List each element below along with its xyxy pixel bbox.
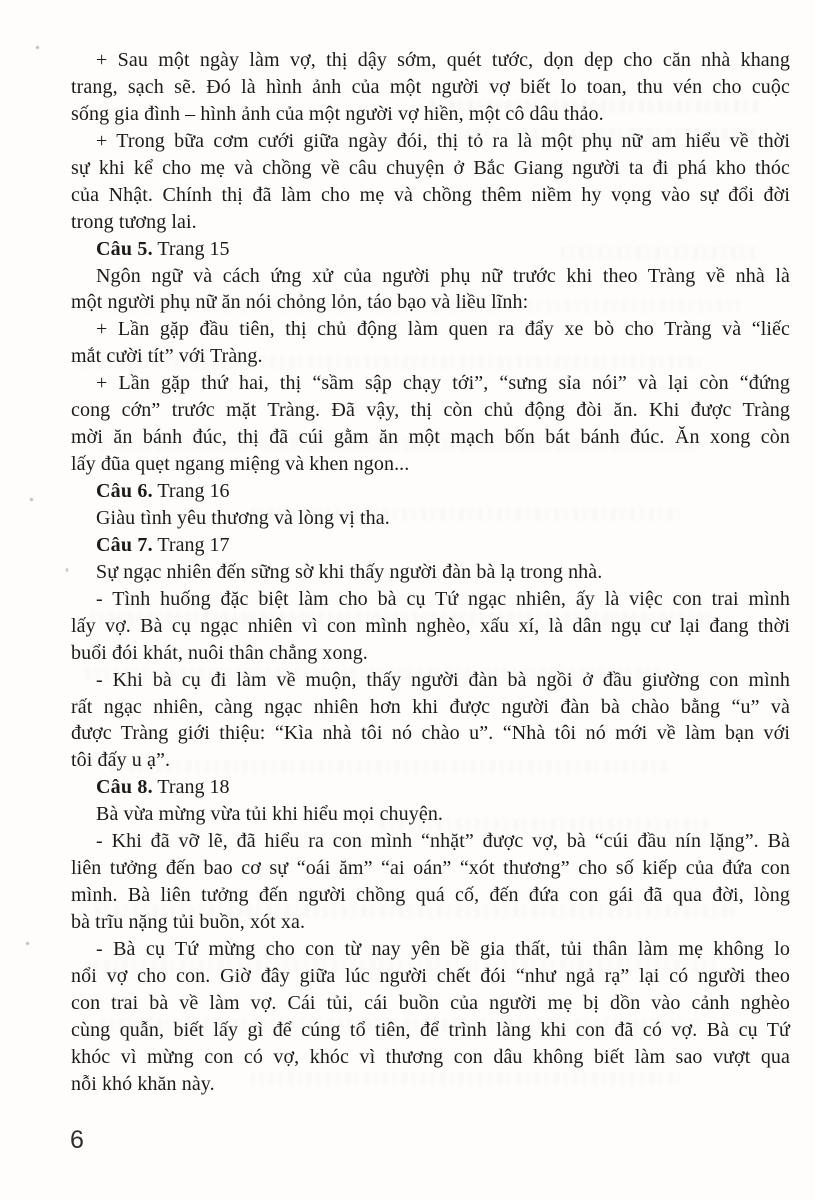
text-line: được Tràng giới thiệu: “Kìa nhà tôi nó chào u”. “Nhà tôi nó mới về làm bạn với — [71, 722, 790, 745]
text-line: mời ăn bánh đúc, thị đã cúi gằm ăn một mạch bốn bát bánh đúc. Ăn xong còn — [71, 426, 790, 449]
page-text — [71, 47, 790, 1098]
paragraph — [71, 128, 790, 236]
question-heading — [71, 478, 790, 505]
text-line: - Khi đã vỡ lẽ, đã hiểu ra con mình “nhặt” được vợ, bà “cúi đầu nín lặng”. Bà — [96, 830, 790, 853]
paragraph — [71, 801, 790, 828]
question-heading-page-ref: Trang 16 — [152, 480, 230, 502]
question-heading-page-ref: Trang 15 — [152, 237, 230, 260]
text-line: lấy vợ. Bà cụ ngạc nhiên vì con mình nghèo, xấu xí, là dân ngụ cư lại đang thời — [71, 614, 790, 637]
text-line: sống gia đình – hình ảnh của một người vợ hiền, một cô dâu thảo. — [71, 102, 604, 125]
text-line: bà trĩu nặng tủi buồn, xót xa. — [71, 911, 306, 933]
text-line: - Khi bà cụ đi làm về muộn, thấy người đàn bà ngồi ở đầu giường con mình — [96, 668, 790, 691]
text-line: Ngôn ngữ và cách ứng xử của người phụ nữ trước khi theo Tràng về nhà là — [96, 264, 790, 287]
question-heading-label: Câu 5. — [96, 237, 153, 260]
scan-speck — [26, 942, 29, 945]
question-heading — [71, 236, 790, 263]
text-line: - Bà cụ Tứ mừng cho con từ nay yên bề gia thất, tủi thân làm mẹ không lo — [96, 937, 790, 960]
text-line: con trai bà về làm vợ. Cái tủi, cái buồn của người mẹ bị dồn vào cảnh nghèo — [71, 991, 790, 1014]
paragraph — [71, 586, 790, 667]
text-line: khóc vì mừng con có vợ, khóc vì thương con dâu không biết làm sao vượt qua — [71, 1045, 790, 1068]
question-heading-page-ref: Trang 18 — [152, 776, 230, 799]
paragraph — [71, 370, 790, 478]
text-line: + Lần gặp đầu tiên, thị chủ động làm quen ra đẩy xe bò cho Tràng và “liếc — [96, 318, 790, 341]
text-line: mắt cười tít” với Tràng. — [71, 345, 263, 368]
paragraph — [71, 505, 790, 532]
text-line: Bà vừa mừng vừa tủi khi hiểu mọi chuyện. — [96, 803, 444, 826]
paragraph — [71, 828, 790, 936]
paragraph — [71, 936, 790, 1098]
page-number: 6 — [70, 1126, 84, 1154]
text-line: sự khi kể cho mẹ và chồng về câu chuyện ở Bắc Giang người ta đi phá kho thóc — [71, 156, 790, 179]
text-line: nỗi khó khăn này. — [71, 1072, 215, 1095]
scan-speck — [36, 46, 39, 49]
text-line: lấy đũa quẹt ngang miệng và khen ngon... — [71, 453, 410, 476]
text-line: buổi đói khát, nuôi thân chẳng xong. — [71, 641, 368, 664]
text-line: cong cớn” trước mặt Tràng. Đã vậy, thị còn chủ động đòi ăn. Khi được Tràng — [71, 399, 790, 422]
scan-speck — [66, 568, 68, 572]
text-line: liên tưởng đến bao cơ sự “oái ăm” “ai oán” “xót thương” cho số kiếp của đứa con — [71, 857, 790, 880]
text-line: + Lần gặp thứ hai, thị “sầm sập chạy tới”, “sưng sỉa nói” và lại còn “đứng — [96, 372, 790, 395]
question-heading — [71, 774, 790, 801]
text-line: Giàu tình yêu thương và lòng vị tha. — [96, 506, 390, 529]
text-line: của Nhật. Chính thị đã làm cho mẹ và chồng thêm niềm hy vọng vào sự đổi đời — [71, 183, 790, 206]
text-line: cùng quẫn, biết lấy gì để cúng tổ tiên, để trình làng khi con đã có vợ. Bà cụ Tứ — [71, 1018, 790, 1041]
text-line: trong tương lai. — [71, 210, 197, 233]
paragraph — [71, 263, 790, 317]
scan-speck — [30, 498, 33, 501]
question-heading-label: Câu 7. — [96, 533, 153, 556]
paragraph — [71, 667, 790, 775]
text-line: - Tình huống đặc biệt làm cho bà cụ Tứ ngạc nhiên, ấy là việc con trai mình — [96, 587, 790, 610]
text-line: + Sau một ngày làm vợ, thị dậy sớm, quét tước, dọn dẹp cho căn nhà khang — [96, 49, 790, 71]
text-line: Sự ngạc nhiên đến sững sờ khi thấy người đàn bà lạ trong nhà. — [96, 560, 603, 583]
paragraph — [71, 559, 790, 586]
text-line: một người phụ nữ ăn nói chỏng lỏn, táo bạo và liều lĩnh: — [71, 291, 529, 314]
question-heading — [71, 532, 790, 559]
question-heading-label: Câu 6. — [96, 480, 153, 502]
text-line: nổi vợ cho con. Giờ đây giữa lúc người chết đói “như ngả rạ” lại có người theo — [71, 964, 790, 987]
text-line: tôi đấy u ạ”. — [71, 749, 171, 772]
text-line: trang, sạch sẽ. Đó là hình ảnh của một người vợ biết lo toan, thu vén cho cuộc — [71, 75, 790, 98]
question-heading-label: Câu 8. — [96, 776, 153, 799]
paragraph — [71, 47, 790, 128]
text-line: mình. Bà liên tưởng đến người chồng quá cố, đến đứa con gái đã qua đời, lòng — [71, 884, 790, 907]
text-line: + Trong bữa cơm cưới giữa ngày đói, thị tỏ ra là một phụ nữ am hiểu về thời — [96, 129, 790, 152]
question-heading-page-ref: Trang 17 — [152, 533, 230, 556]
paragraph — [71, 316, 790, 370]
text-line: rất ngạc nhiên, càng ngạc nhiên hơn khi được người đàn bà chào bằng “u” và — [71, 695, 790, 718]
